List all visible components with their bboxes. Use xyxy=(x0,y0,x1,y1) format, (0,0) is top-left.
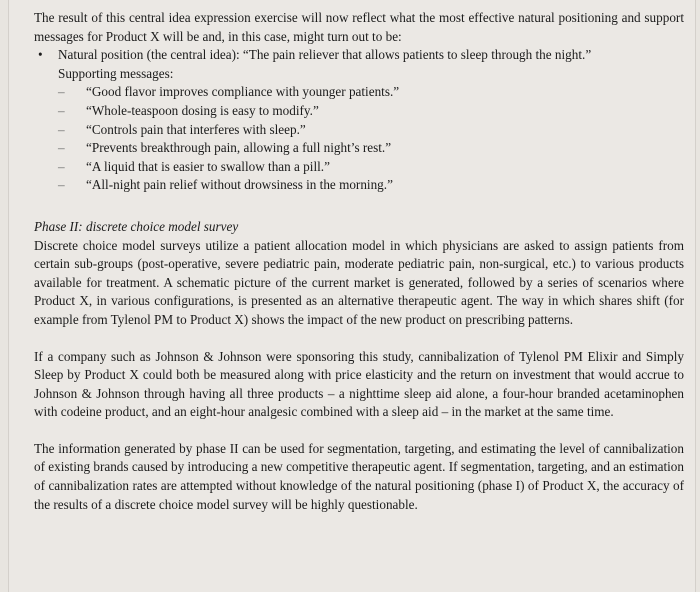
paragraph-spacer xyxy=(34,422,684,440)
central-idea-text: Natural position (the central idea): “The pain reliever that allows patients to sleep through the night.” xyxy=(58,47,592,63)
list-item xyxy=(58,102,684,121)
message-text: “A liquid that is easier to swallow than a pill.” xyxy=(86,158,330,174)
document-page xyxy=(8,0,696,592)
message-text: “Controls pain that interferes with sleep.” xyxy=(86,121,306,137)
supporting-messages-list xyxy=(34,83,684,195)
dash-marker: – xyxy=(58,140,65,156)
list-item xyxy=(58,158,684,177)
message-text: “Prevents breakthrough pain, allowing a full night’s rest.” xyxy=(86,140,392,156)
message-text: “Whole-teaspoon dosing is easy to modify.” xyxy=(86,102,319,118)
document-body xyxy=(34,9,684,514)
section-spacer xyxy=(34,195,684,218)
list-item xyxy=(58,121,684,140)
phase-2-paragraph-3: The information generated by phase II can be used for segmentation, targeting, and estimating the level of cannibalization of existing brands caused by introducing a new competitive therapeutic agent. If segmentation, targeting, and an estimation of cannibalization rates are attempted without knowledge of the natural positioning (phase I) of Product X, the accuracy of the results of a discrete choice model survey will be highly questionable. xyxy=(34,440,684,512)
message-text: “Good flavor improves compliance with younger patients.” xyxy=(86,84,400,100)
intro-paragraph: The result of this central idea expression exercise will now reflect what the most effective natural positioning and support messages for Product X will be and, in this case, might turn out to be: xyxy=(34,10,684,44)
dash-marker: – xyxy=(58,84,65,100)
list-item xyxy=(58,83,684,102)
supporting-messages-label: Supporting messages: xyxy=(58,65,174,81)
list-item xyxy=(58,139,684,158)
bullet-marker: • xyxy=(38,47,43,63)
central-idea-bullet xyxy=(34,46,684,65)
phase-2-paragraph-2: If a company such as Johnson & Johnson were sponsoring this study, cannibalization of Tylenol PM Elixir and Simply Sleep by Product X could both be measured along with price elasticity and the return on investment that would accrue to Johnson & Johnson through having all three products – a nighttime sleep aid alone, a four-hour branded acetaminophen with codeine product, and an eight-hour analgesic combined with a sleep aid – in the market at the same time. xyxy=(34,348,684,420)
dash-marker: – xyxy=(58,121,65,137)
paragraph-spacer xyxy=(34,330,684,348)
dash-marker: – xyxy=(58,177,65,193)
list-item xyxy=(58,176,684,195)
dash-marker: – xyxy=(58,102,65,118)
phase-2-paragraph-1: Discrete choice model surveys utilize a patient allocation model in which physicians are asked to assign patients from certain sub-groups (post-operative, severe pediatric pain, moderate pediatric pain, non-surgical, etc.) to various products available for treatment. A schematic picture of the current market is generated, followed by a series of scenarios where Product X, in various configurations, is presented as an alternative therapeutic agent. The way in which shares shift (for example from Tylenol PM to Product X) shows the impact of the new product on prescribing patterns. xyxy=(34,237,684,327)
message-text: “All-night pain relief without drowsiness in the morning.” xyxy=(86,177,393,193)
dash-marker: – xyxy=(58,158,65,174)
phase-2-heading: Phase II: discrete choice model survey xyxy=(34,218,239,234)
